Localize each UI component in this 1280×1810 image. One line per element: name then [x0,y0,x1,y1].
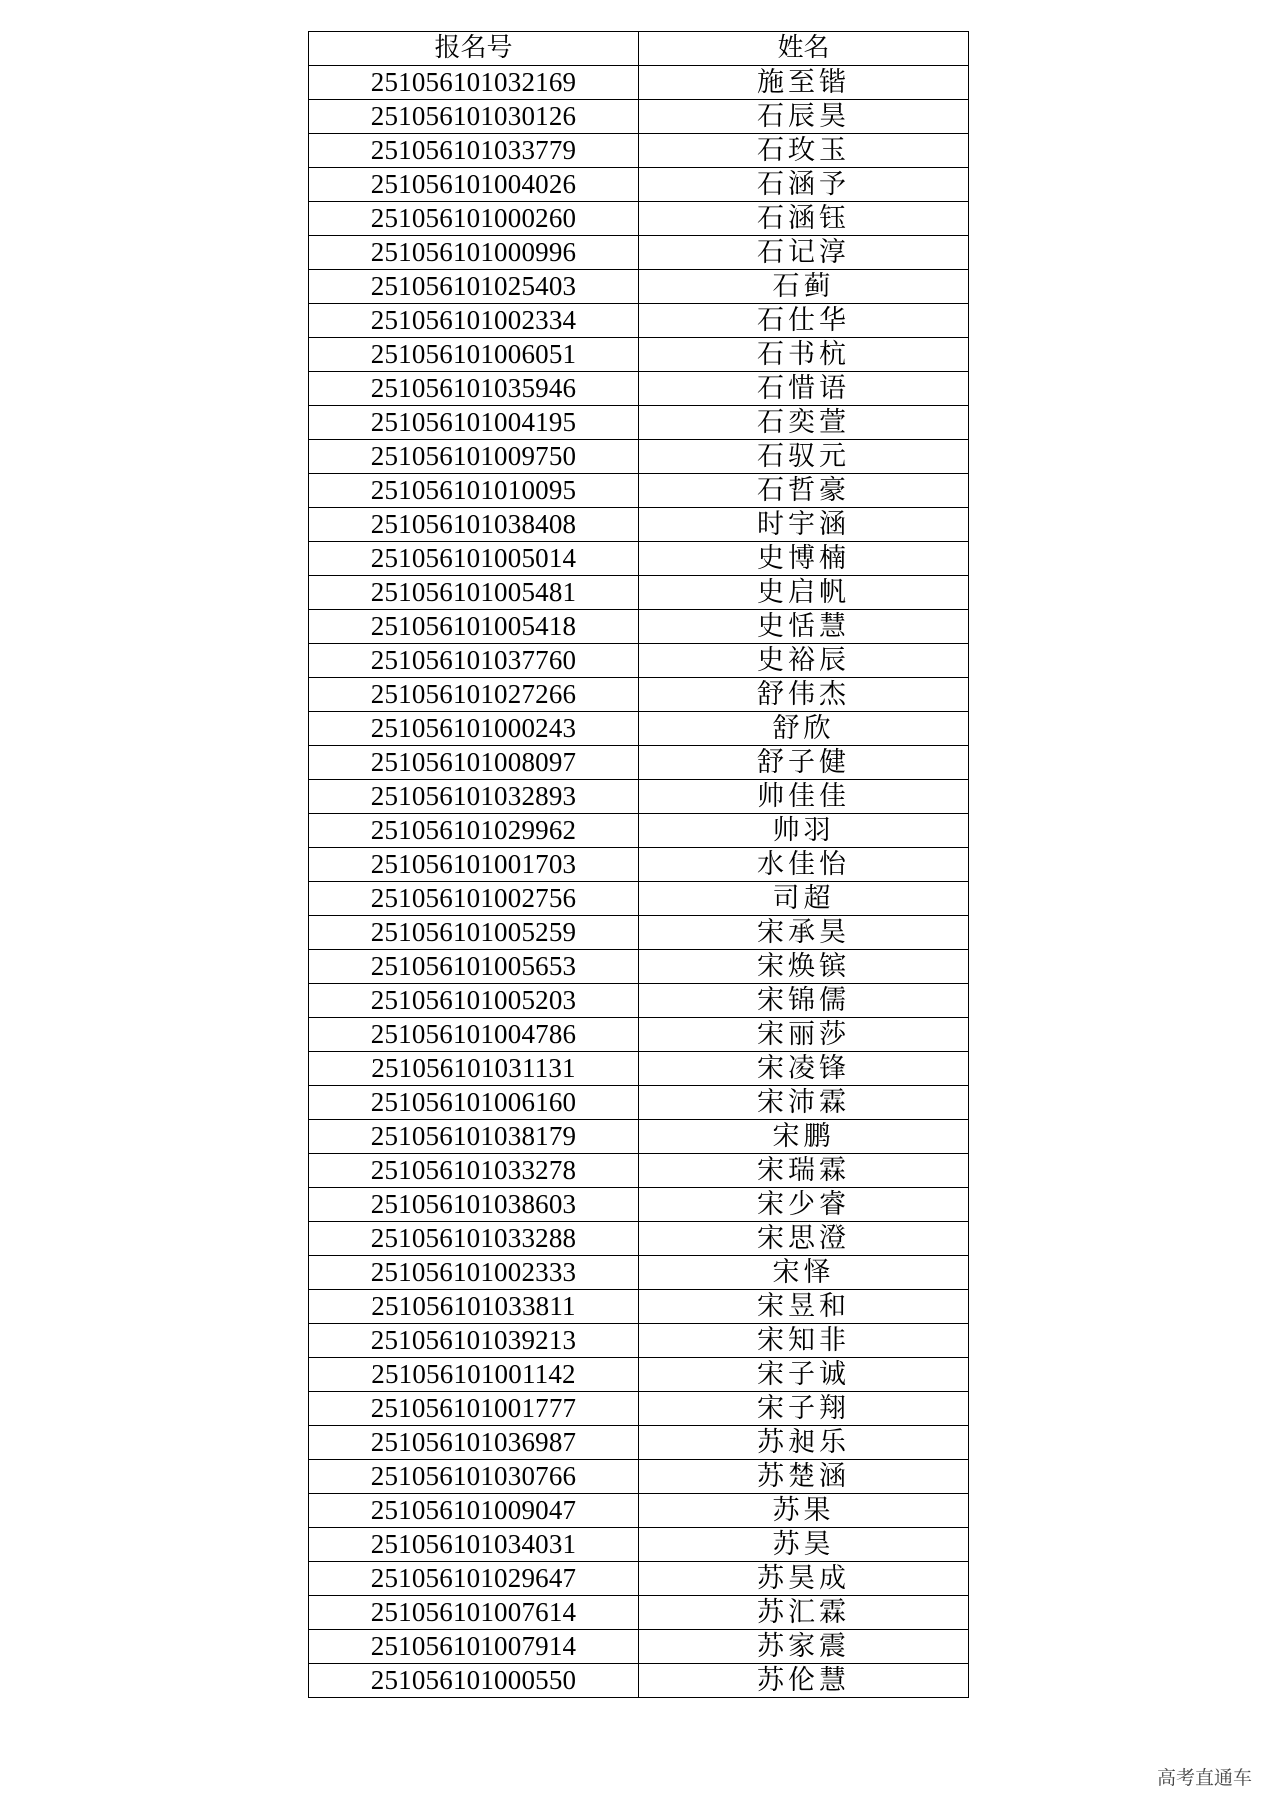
table-row [309,508,969,542]
registration-number-cell: 251056101039213 [309,1324,639,1358]
registration-number-cell: 251056101037760 [309,644,639,678]
registration-number-cell: 251056101033278 [309,1154,639,1188]
table-row [309,168,969,202]
table-row [309,406,969,440]
name-cell: 水佳怡 [639,848,969,882]
registration-number-cell: 251056101038408 [309,508,639,542]
registration-number-cell: 251056101010095 [309,474,639,508]
table-row [309,1426,969,1460]
name-cell: 史裕辰 [639,644,969,678]
name-cell: 苏昊 [639,1528,969,1562]
name-cell: 司超 [639,882,969,916]
registration-number-cell: 251056101002333 [309,1256,639,1290]
table-row [309,338,969,372]
name-cell: 石蓟 [639,270,969,304]
name-cell: 宋子翔 [639,1392,969,1426]
name-cell: 宋锦儒 [639,984,969,1018]
table-row [309,950,969,984]
name-cell: 宋承昊 [639,916,969,950]
registration-number-cell: 251056101000996 [309,236,639,270]
registration-number-cell: 251056101034031 [309,1528,639,1562]
table-row [309,304,969,338]
registration-number-cell: 251056101005418 [309,610,639,644]
registration-number-cell: 251056101004195 [309,406,639,440]
table-row [309,712,969,746]
registration-number-cell: 251056101002334 [309,304,639,338]
registration-number-cell: 251056101006051 [309,338,639,372]
table-row [309,542,969,576]
table-row [309,814,969,848]
name-cell: 石驭元 [639,440,969,474]
registration-number-cell: 251056101001142 [309,1358,639,1392]
name-cell: 宋瑞霖 [639,1154,969,1188]
name-cell: 石涵予 [639,168,969,202]
name-cell: 石记淳 [639,236,969,270]
name-cell: 舒欣 [639,712,969,746]
name-cell: 帅羽 [639,814,969,848]
registration-number-cell: 251056101031131 [309,1052,639,1086]
table-row [309,1460,969,1494]
registration-number-cell: 251056101009047 [309,1494,639,1528]
registration-number-cell: 251056101033779 [309,134,639,168]
name-cell: 史启帆 [639,576,969,610]
table-row [309,780,969,814]
registration-number-cell: 251056101001703 [309,848,639,882]
registration-number-cell: 251056101005653 [309,950,639,984]
name-cell: 苏家震 [639,1630,969,1664]
table-row [309,678,969,712]
name-cell: 时宇涵 [639,508,969,542]
name-cell: 史博楠 [639,542,969,576]
registration-number-cell: 251056101002756 [309,882,639,916]
registration-number-cell: 251056101000550 [309,1664,639,1698]
name-cell: 宋丽莎 [639,1018,969,1052]
registration-number-cell: 251056101005203 [309,984,639,1018]
table-row [309,236,969,270]
registration-number-cell: 251056101029962 [309,814,639,848]
table-row [309,984,969,1018]
registration-number-cell: 251056101030126 [309,100,639,134]
registration-number-cell: 251056101033811 [309,1290,639,1324]
registration-number-cell: 251056101008097 [309,746,639,780]
registration-number-cell: 251056101035946 [309,372,639,406]
table-row [309,66,969,100]
name-cell: 石奕萱 [639,406,969,440]
table-row [309,610,969,644]
table-row [309,848,969,882]
table-row [309,202,969,236]
name-cell: 石仕华 [639,304,969,338]
header-name: 姓名 [639,32,969,66]
name-cell: 苏果 [639,1494,969,1528]
registration-number-cell: 251056101009750 [309,440,639,474]
name-cell: 石涵钰 [639,202,969,236]
name-cell: 宋昱和 [639,1290,969,1324]
table-row [309,916,969,950]
name-cell: 苏昊成 [639,1562,969,1596]
registration-number-cell: 251056101027266 [309,678,639,712]
registration-number-cell: 251056101036987 [309,1426,639,1460]
name-cell: 石哲豪 [639,474,969,508]
table-row [309,1392,969,1426]
registration-number-cell: 251056101005259 [309,916,639,950]
registration-number-cell: 251056101004786 [309,1018,639,1052]
table-row [309,1324,969,1358]
registration-number-cell: 251056101000243 [309,712,639,746]
name-cell: 宋知非 [639,1324,969,1358]
table-row [309,1358,969,1392]
name-cell: 苏楚涵 [639,1460,969,1494]
name-cell: 宋凌锋 [639,1052,969,1086]
registration-number-cell: 251056101004026 [309,168,639,202]
name-cell: 苏伦慧 [639,1664,969,1698]
name-cell: 史恬慧 [639,610,969,644]
table-row [309,1086,969,1120]
registration-number-cell: 251056101001777 [309,1392,639,1426]
table-row [309,1290,969,1324]
table-row [309,1256,969,1290]
registration-number-cell: 251056101038603 [309,1188,639,1222]
table-row [309,134,969,168]
table-row [309,576,969,610]
name-cell: 宋少睿 [639,1188,969,1222]
registration-number-cell: 251056101000260 [309,202,639,236]
table-row [309,1664,969,1698]
table-row [309,1630,969,1664]
registration-number-cell: 251056101005481 [309,576,639,610]
table-row [309,746,969,780]
registration-number-cell: 251056101025403 [309,270,639,304]
name-cell: 苏昶乐 [639,1426,969,1460]
table-header-row [309,32,969,66]
name-cell: 石玫玉 [639,134,969,168]
registration-number-cell: 251056101033288 [309,1222,639,1256]
name-cell: 石辰昊 [639,100,969,134]
name-cell: 石惜语 [639,372,969,406]
name-cell: 舒子健 [639,746,969,780]
table-row [309,1154,969,1188]
name-cell: 舒伟杰 [639,678,969,712]
table-row [309,1018,969,1052]
table-row [309,474,969,508]
registration-number-cell: 251056101038179 [309,1120,639,1154]
registration-number-cell: 251056101006160 [309,1086,639,1120]
table-row [309,644,969,678]
table-row [309,1494,969,1528]
table-row [309,100,969,134]
registration-number-cell: 251056101007914 [309,1630,639,1664]
name-cell: 宋焕镔 [639,950,969,984]
name-cell: 宋沛霖 [639,1086,969,1120]
table-row [309,1222,969,1256]
table-row [309,1528,969,1562]
table-row [309,1188,969,1222]
name-cell: 宋子诚 [639,1358,969,1392]
name-cell: 宋思澄 [639,1222,969,1256]
table-row [309,440,969,474]
table-row [309,372,969,406]
registration-number-cell: 251056101007614 [309,1596,639,1630]
table-row [309,1052,969,1086]
registration-number-cell: 251056101032169 [309,66,639,100]
registration-table [308,31,969,1698]
table-row [309,1120,969,1154]
name-cell: 宋怿 [639,1256,969,1290]
watermark-text: 高考直通车 [1156,1767,1252,1789]
name-cell: 帅佳佳 [639,780,969,814]
name-cell: 石书杭 [639,338,969,372]
registration-number-cell: 251056101029647 [309,1562,639,1596]
name-cell: 宋鹏 [639,1120,969,1154]
header-registration-number: 报名号 [309,32,639,66]
name-cell: 施至锴 [639,66,969,100]
table-row [309,1562,969,1596]
registration-number-cell: 251056101005014 [309,542,639,576]
name-cell: 苏汇霖 [639,1596,969,1630]
registration-number-cell: 251056101030766 [309,1460,639,1494]
table-row [309,270,969,304]
table-body [309,66,969,1698]
table-row [309,1596,969,1630]
registration-number-cell: 251056101032893 [309,780,639,814]
table-row [309,882,969,916]
